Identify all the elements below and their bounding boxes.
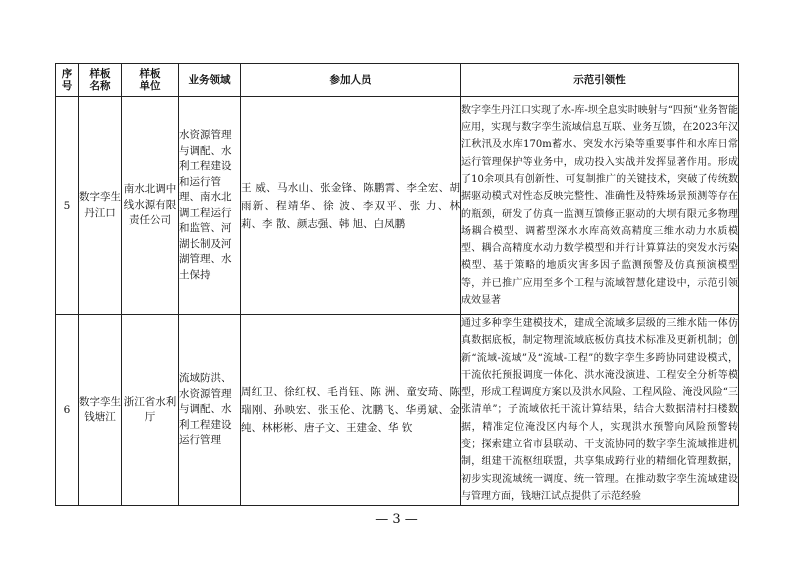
row-number: 5 bbox=[56, 97, 79, 315]
participants: 周红卫、徐红权、毛肖钰、陈 洲、童安琦、陈瑞刚、孙映宏、张玉伦、沈鹏飞、华勇斌、金 纯、林彬彬、唐子文、王建金、华 钦 bbox=[241, 315, 461, 506]
row-number: 6 bbox=[56, 315, 79, 506]
table-row bbox=[56, 97, 739, 315]
demonstration-description: 通过多种孪生建模技术，建成全流域多层级的三维水陆一体仿真数据底板，制定物理流域底板仿真技术标准及更新机制；创新“流域-流域”及“流域-工程”的数字孪生多跨协同建设模式，干流依托预报调度一体化、洪水淹没演进、工程安全分析等模型，形成工程调度方案以及洪水风险、工程风险、淹没风险“三张清单”；子流域依托干流计算结果，结合大数据清村扫楼数据，精准定位淹没区内每个人，实现洪水预警向风险预警转变；探索建立省市县联动、干支流协同的数字孪生流域推进机制，组建干流枢纽联盟，共享集成跨行业的精细化管理数据，初步实现流域统一调度、统一管理。在推动数字孪生流域建设与管理方面，钱塘江试点提供了示范经验 bbox=[461, 315, 739, 506]
business-field: 水资源管理与调配、水利工程建设和运行管理、南水北调工程运行和监管、河湖长制及河湖管理、水土保持 bbox=[179, 97, 241, 315]
table-header-row bbox=[56, 64, 739, 97]
pilot-unit: 浙江省水利厅 bbox=[122, 315, 179, 506]
header-field: 业务领域 bbox=[179, 64, 241, 97]
pilot-name: 数字孪生丹江口 bbox=[79, 97, 122, 315]
pilot-name: 数字孪生钱塘江 bbox=[79, 315, 122, 506]
table-row bbox=[56, 315, 739, 506]
header-name: 样板 名称 bbox=[79, 64, 122, 97]
header-people: 参加人员 bbox=[241, 64, 461, 97]
participants: 王 威、马水山、张金锋、陈鹏霄、李全宏、胡雨新、程靖华、徐 波、李双平、张 力、林 莉、李 散、颜志强、韩 旭、白凤鹏 bbox=[241, 97, 461, 315]
page-number: — 3 — bbox=[375, 512, 418, 527]
pilot-projects-table bbox=[55, 63, 739, 506]
header-unit: 样板 单位 bbox=[122, 64, 179, 97]
demonstration-description: 数字孪生丹江口实现了水-库-坝全息实时映射与“四预”业务智能应用，实现与数字孪生流域信息互联、业务互馈，在2023年汉江秋汛及水库170m蓄水、突发水污染等重要事件和水库日常运行管理保护等业务中，成功投入实战并发挥显著作用。形成了10余项具有创新性、可复制推广的关键技术，突破了传统数据驱动模式对性态反映完整性、准确性及特殊场景预测等存在的瓶颈，研发了仿真一监测互馈修正驱动的大坝有限元多物理场耦合模型、调蓄型深水水库高效高精度三维水动力水质模型、耦合高精度水动力数学模型和并行计算算法的突发水污染模型、基于策略的地质灾害多因子监测预警及仿真预演模型等，并已推广应用至多个工程与流域智慧化建设中，示范引领成效显著 bbox=[461, 97, 739, 315]
business-field: 流域防洪、水资源管理与调配、水利工程建设运行管理 bbox=[179, 315, 241, 506]
header-desc: 示范引领性 bbox=[461, 64, 739, 97]
pilot-unit: 南水北调中线水源有限责任公司 bbox=[122, 97, 179, 315]
header-no: 序 号 bbox=[56, 64, 79, 97]
